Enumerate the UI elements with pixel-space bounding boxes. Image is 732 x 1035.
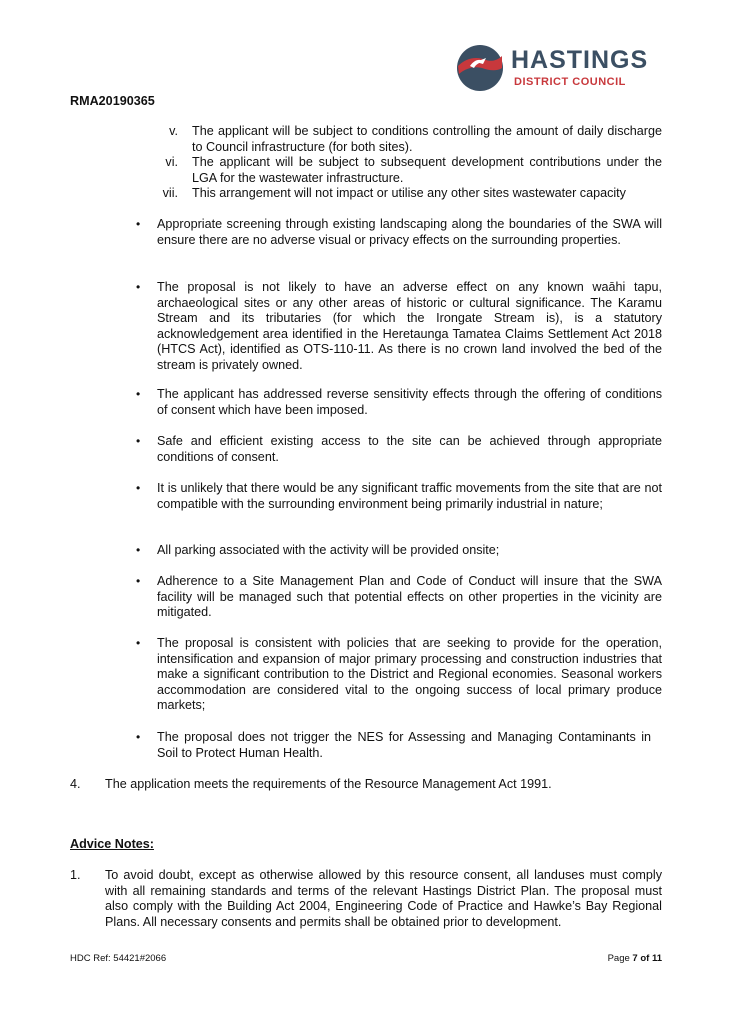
page-current: 7 <box>632 953 638 964</box>
bullet-text: The proposal does not trigger the NES for Assessing and Managing Contaminants in Soil to Protect Human Health. <box>157 730 651 760</box>
document-reference: RMA20190365 <box>70 94 155 108</box>
footer-ref: HDC Ref: 54421#2066 <box>70 953 167 964</box>
page-number <box>608 951 662 967</box>
logo-name: HASTINGS <box>511 46 649 74</box>
bullet-text: Safe and efficient existing access to the site can be achieved through appropriate conditions of consent. <box>157 434 662 464</box>
bullet-marker: • <box>136 387 141 401</box>
page-of: of <box>637 953 652 964</box>
roman-numeral: vi. <box>165 155 178 169</box>
council-logo <box>456 44 670 94</box>
bullet-text: The proposal is not likely to have an adverse effect on any known waāhi tapu, archaeological sites or any other areas of historic or cultural significance. The Karamu Stream and its tributaries (for which the Irongate Stream is), is a statutory acknowledgement area identified in the Heretaunga Tamatea Claims Settlement Act 2018 (HTCS Act), identified as OTS-110-11. As there is no crown land involved the bed of the stream is privately owned. <box>157 280 662 372</box>
bullet-text: The applicant has addressed reverse sensitivity effects through the offering of conditions of consent which have been imposed. <box>157 387 662 417</box>
logo-subtitle: DISTRICT COUNCIL <box>514 76 626 88</box>
bullet-text: The proposal is consistent with policies that are seeking to provide for the operation, intensification and expansion of major primary processing and construction industries that make a significant contribution to the District and Regional economies. Seasonal workers accommodation are considered vital to the ongoing success of local primary produce markets; <box>157 636 662 713</box>
roman-item-text: The applicant will be subject to subsequent development contributions under the LGA for the wastewater infrastructure. <box>192 155 662 185</box>
bullet-marker: • <box>136 481 141 495</box>
item-text: To avoid doubt, except as otherwise allowed by this resource consent, all landuses must comply with all remaining standards and terms of the relevant Hastings District Plan. The proposal must also comply with the Building Act 2004, Engineering Code of Practice and Hawke’s Bay Regional Plans. All necessary consents and permits shall be obtained prior to development. <box>105 868 662 929</box>
roman-numeral: v. <box>169 124 178 138</box>
item-number: 4. <box>70 777 81 791</box>
roman-numeral: vii. <box>162 186 178 200</box>
bullet-marker: • <box>136 636 141 650</box>
bullet-text: Adherence to a Site Management Plan and Code of Conduct will insure that the SWA facility will be managed such that potential effects on other properties in the vicinity are mitigated. <box>157 574 662 620</box>
bullet-text: Appropriate screening through existing landscaping along the boundaries of the SWA will ensure there are no adverse visual or privacy effects on the surrounding properties. <box>157 217 662 247</box>
bullet-marker: • <box>136 434 141 448</box>
bullet-marker: • <box>136 543 141 557</box>
roman-item-text: This arrangement will not impact or utilise any other sites wastewater capacity <box>192 186 626 200</box>
item-number: 1. <box>70 868 81 882</box>
bullet-text: All parking associated with the activity will be provided onsite; <box>157 543 500 557</box>
bird-emblem-icon <box>456 44 504 92</box>
page-total: 11 <box>651 953 662 964</box>
item-text: The application meets the requirements of the Resource Management Act 1991. <box>105 777 552 791</box>
advice-notes-heading: Advice Notes: <box>70 837 154 851</box>
roman-item-text: The applicant will be subject to conditions controlling the amount of daily discharge to Council infrastructure (for both sites). <box>192 124 662 154</box>
page-prefix: Page <box>607 953 633 964</box>
bullet-marker: • <box>136 574 141 588</box>
bullet-marker: • <box>136 217 141 231</box>
bullet-marker: • <box>136 730 141 744</box>
bullet-text: It is unlikely that there would be any significant traffic movements from the site that are not compatible with the surrounding environment being primarily industrial in nature; <box>157 481 662 511</box>
bullet-marker: • <box>136 280 141 294</box>
